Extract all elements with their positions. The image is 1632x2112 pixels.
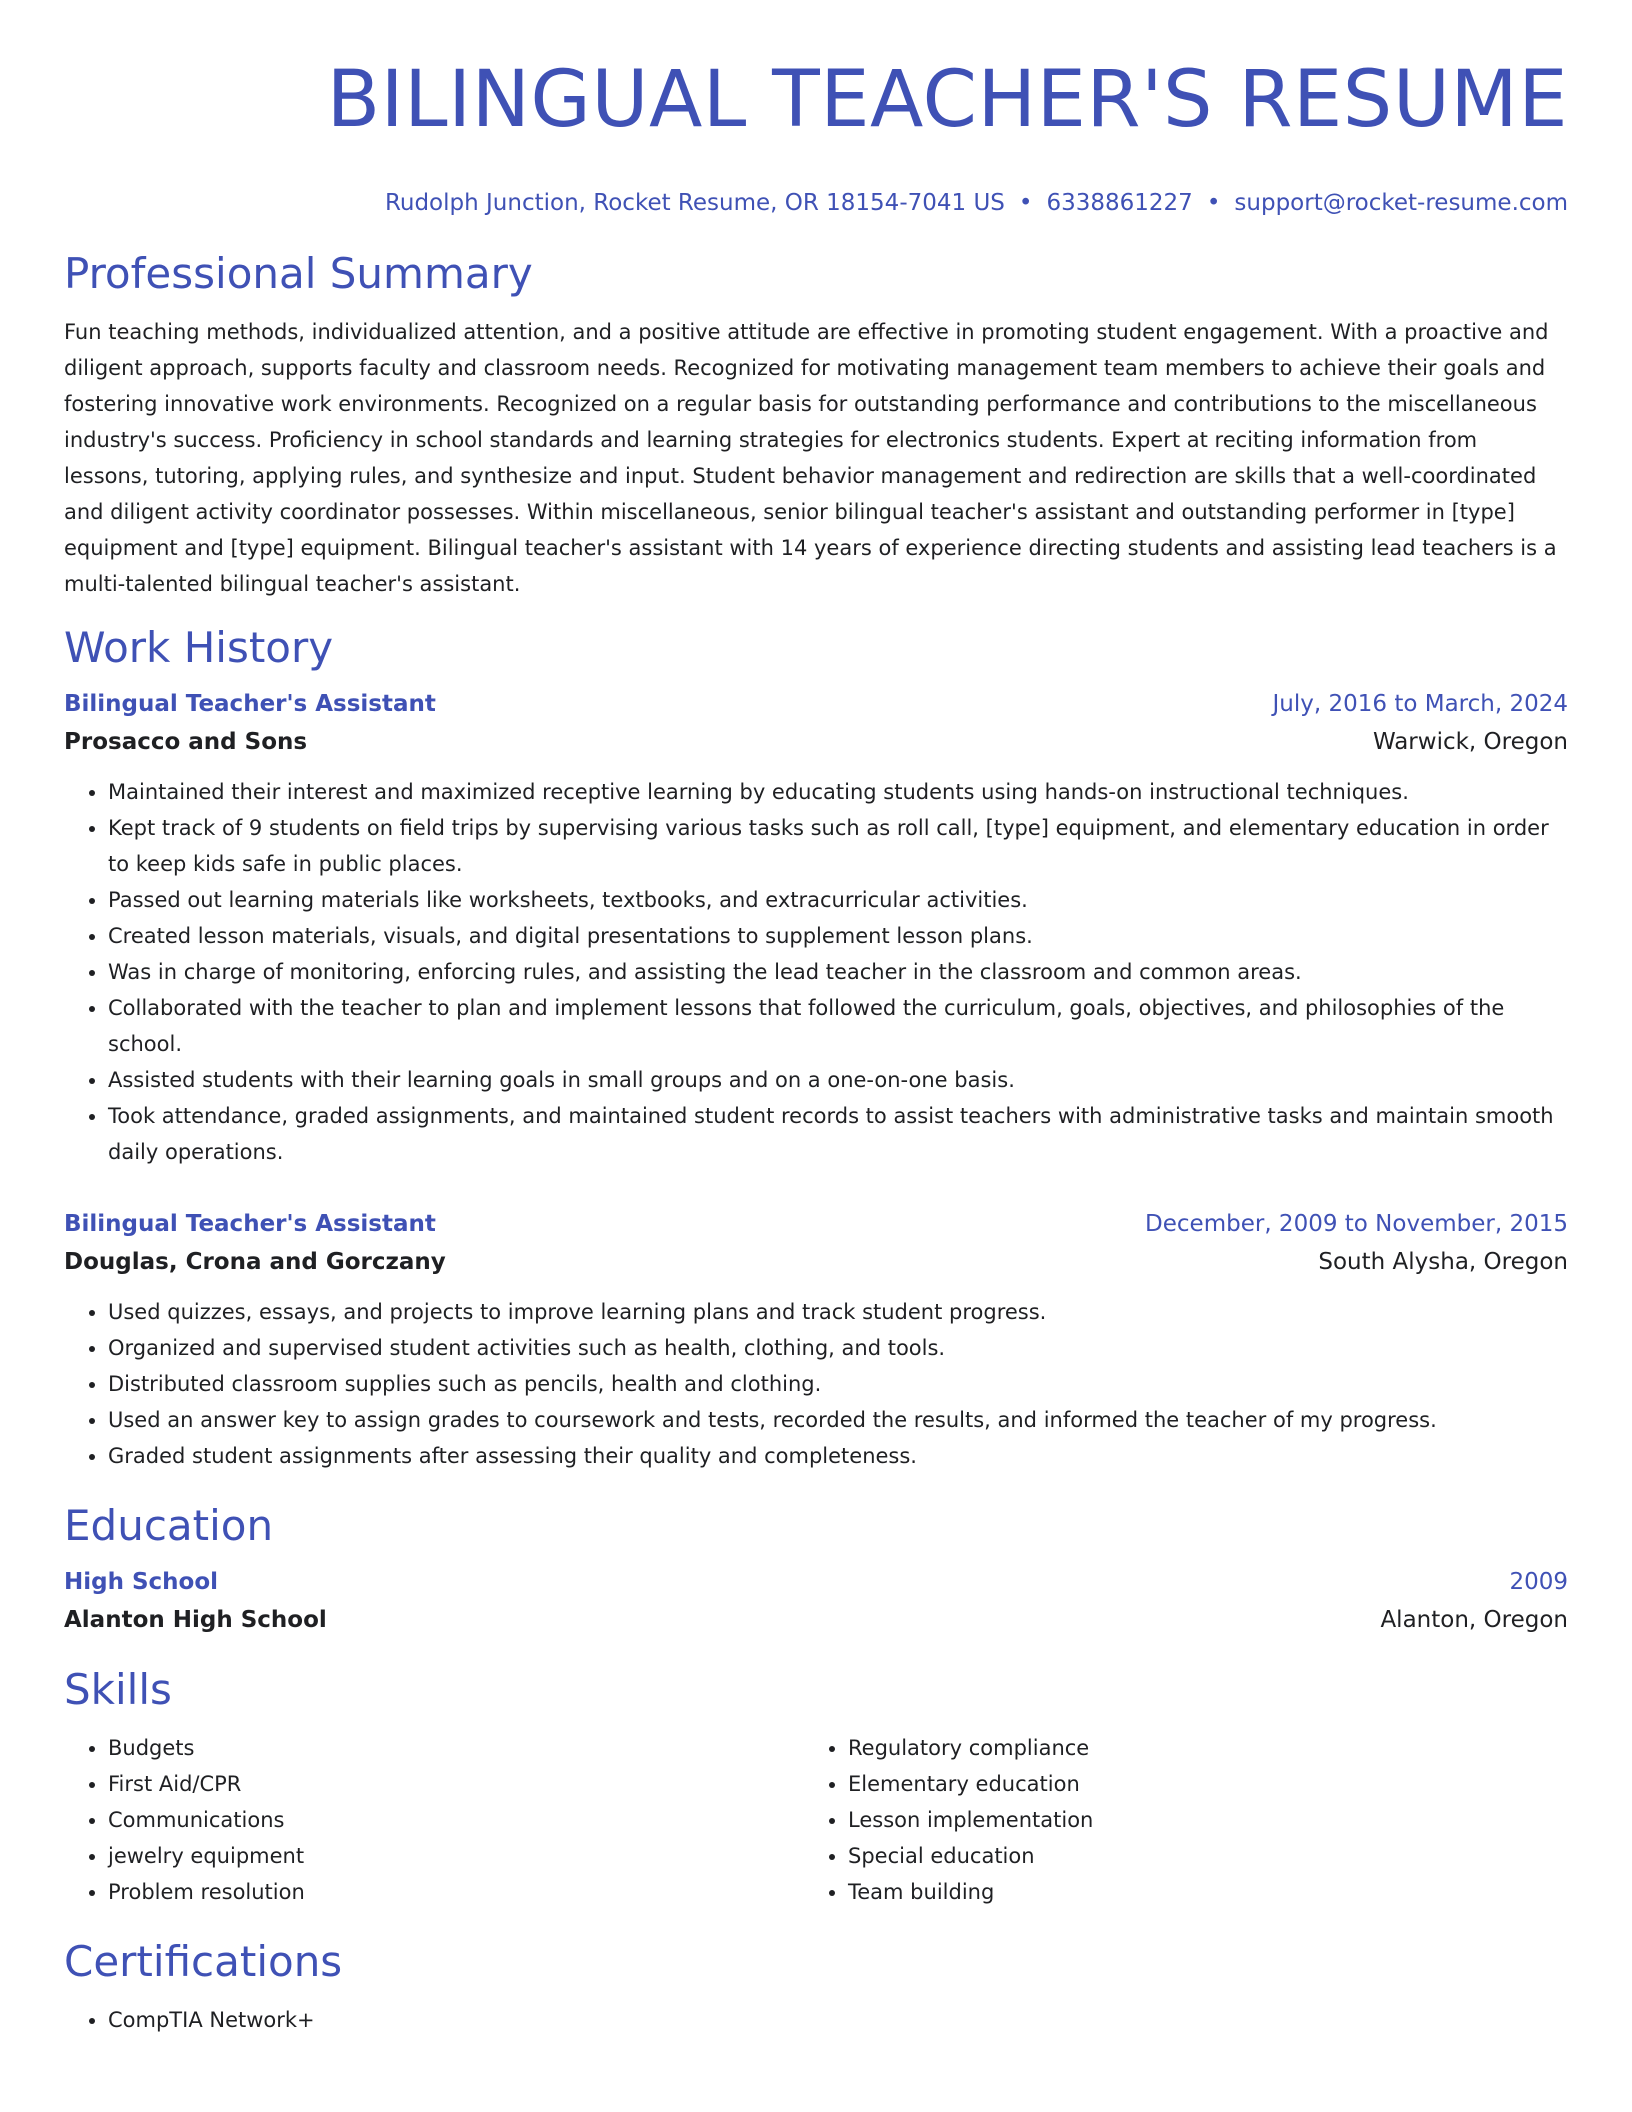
job-bullet: • Used quizzes, essays, and projects to improve learning plans and track student progress.	[108, 1294, 1568, 1330]
work-history-heading: Work History	[64, 623, 334, 672]
job-bullet: • Was in charge of monitoring, enforcing rules, and assisting the lead teacher in the classroom and common areas.	[108, 954, 1568, 990]
certification-item: • CompTIA Network+	[108, 2002, 1568, 2038]
job-header-row	[64, 1206, 1568, 1242]
certifications-list	[64, 2002, 1568, 2038]
skill-item: • Special education	[848, 1838, 1544, 1874]
resume-header	[64, 52, 1568, 218]
job-entry	[64, 1206, 1568, 1474]
skills-column-left	[64, 1730, 804, 1910]
job-location: Warwick, Oregon	[1372, 729, 1568, 755]
education-header-row	[64, 1564, 1568, 1600]
contact-phone: 6338861227	[1046, 190, 1193, 216]
job-dates: July, 2016 to March, 2024	[1272, 691, 1568, 717]
summary-heading: Professional Summary	[64, 249, 533, 298]
contact-separator: •	[1206, 190, 1221, 216]
job-bullet: • Graded student assignments after assessing their quality and completeness.	[108, 1438, 1568, 1474]
job-role: Bilingual Teacher's Assistant	[64, 691, 436, 717]
skill-item: • First Aid/CPR	[108, 1766, 804, 1802]
job-bullet: • Assisted students with their learning goals in small groups and on a one-on-one basis.	[108, 1062, 1568, 1098]
education-location: Alanton, Oregon	[1380, 1607, 1568, 1633]
contact-line	[64, 188, 1568, 218]
job-dates: December, 2009 to November, 2015	[1145, 1211, 1568, 1237]
job-location: South Alysha, Oregon	[1318, 1249, 1568, 1275]
job-org-row	[64, 1242, 1568, 1282]
skill-item: • Lesson implementation	[848, 1802, 1544, 1838]
job-bullet: • Distributed classroom supplies such as pencils, health and clothing.	[108, 1366, 1568, 1402]
education-year: 2009	[1509, 1569, 1568, 1595]
job-bullets	[64, 1294, 1568, 1474]
contact-separator: •	[1018, 190, 1033, 216]
job-bullet: • Created lesson materials, visuals, and digital presentations to supplement lesson plans.	[108, 918, 1568, 954]
education-school-row	[64, 1600, 1568, 1640]
job-bullet: • Used an answer key to assign grades to coursework and tests, recorded the results, and informed the teacher of my progress.	[108, 1402, 1568, 1438]
job-bullet: • Collaborated with the teacher to plan and implement lessons that followed the curriculum, goals, objectives, and philosophies of the school.	[108, 990, 1568, 1062]
skills-list	[804, 1730, 1544, 1910]
job-role: Bilingual Teacher's Assistant	[64, 1211, 436, 1237]
skills-list	[64, 1730, 804, 1910]
job-bullet: • Maintained their interest and maximized receptive learning by educating students using hands-on instructional techniques.	[108, 774, 1568, 810]
education-entry	[64, 1564, 1568, 1640]
job-entry	[64, 686, 1568, 1170]
skill-item: • Elementary education	[848, 1766, 1544, 1802]
job-bullets	[64, 774, 1568, 1170]
job-company: Douglas, Crona and Gorczany	[64, 1249, 446, 1275]
education-school: Alanton High School	[64, 1607, 327, 1633]
job-bullet: • Organized and supervised student activities such as health, clothing, and tools.	[108, 1330, 1568, 1366]
job-bullet: • Took attendance, graded assignments, and maintained student records to assist teachers with administrative tasks and maintain smooth daily operations.	[108, 1098, 1568, 1170]
skill-item: • Regulatory compliance	[848, 1730, 1544, 1766]
job-bullet: • Passed out learning materials like worksheets, textbooks, and extracurricular activities.	[108, 882, 1568, 918]
job-org-row	[64, 722, 1568, 762]
skills-grid	[64, 1730, 1568, 1910]
skill-item: • Communications	[108, 1802, 804, 1838]
skills-heading: Skills	[64, 1665, 172, 1714]
contact-address: Rudolph Junction, Rocket Resume, OR 18154-7041 US	[384, 190, 1005, 216]
resume-title: BILINGUAL TEACHER'S RESUME	[326, 55, 1568, 145]
skill-item: • jewelry equipment	[108, 1838, 804, 1874]
job-company: Prosacco and Sons	[64, 729, 308, 755]
contact-email[interactable]: support@rocket-resume.com	[1234, 190, 1568, 216]
skill-item: • Problem resolution	[108, 1874, 804, 1910]
education-heading: Education	[64, 1501, 274, 1550]
job-bullet: • Kept track of 9 students on field trips by supervising various tasks such as roll call, [type] equipment, and elementary education in order to keep kids safe in public places.	[108, 810, 1568, 882]
skill-item: • Team building	[848, 1874, 1544, 1910]
job-header-row	[64, 686, 1568, 722]
certifications-heading: Certifications	[64, 1937, 343, 1986]
skill-item: • Budgets	[108, 1730, 804, 1766]
education-degree: High School	[64, 1569, 219, 1595]
skills-column-right	[804, 1730, 1544, 1910]
summary-text: Fun teaching methods, individualized attention, and a positive attitude are effective in promoting student engagement. With a proactive and diligent approach, supports faculty and classroom needs. Recognized for motivating management team members to achieve their goals and fostering innovative work environments. Recognized on a regular basis for outstanding performance and contributions to the miscellaneous industry's success. Proficiency in school standards and learning strategies for electronics students. Expert at reciting information from lessons, tutoring, applying rules, and synthesize and input. Student behavior management and redirection are skills that a well-coordinated and diligent activity coordinator possesses. Within miscellaneous, senior bilingual teacher's assistant and outstanding performer in [type] equipment and [type] equipment. Bilingual teacher's assistant with 14 years of experience directing students and assisting lead teachers is a multi-talented bilingual teacher's assistant.	[64, 320, 1557, 596]
